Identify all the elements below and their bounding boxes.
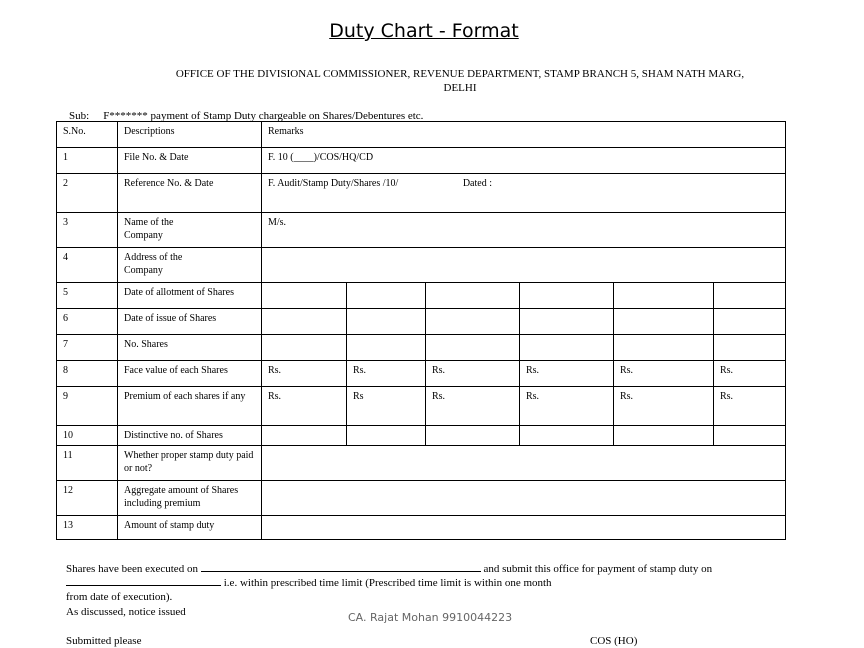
row-description: No. Shares bbox=[118, 335, 262, 361]
table-row bbox=[57, 426, 786, 446]
table-row bbox=[57, 174, 786, 213]
footer-line-4: As discussed, notice issued bbox=[66, 606, 186, 618]
row-description: Date of issue of Shares bbox=[118, 309, 262, 335]
value-cell bbox=[262, 335, 347, 361]
value-cell bbox=[520, 426, 614, 446]
value-cell: Rs. bbox=[426, 387, 520, 426]
row-sno: 9 bbox=[57, 387, 118, 426]
execution-date-blank bbox=[201, 571, 481, 572]
row-sno: 10 bbox=[57, 426, 118, 446]
value-cell bbox=[262, 283, 347, 309]
subject-label: Sub: bbox=[69, 110, 90, 122]
office-line-1: OFFICE OF THE DIVISIONAL COMMISSIONER, REVENUE DEPARTMENT, STAMP BRANCH 5, SHAM NATH MARG, bbox=[175, 68, 745, 80]
value-cell bbox=[614, 426, 714, 446]
row-description: File No. & Date bbox=[118, 148, 262, 174]
footer-line-2 bbox=[66, 577, 552, 589]
subject-text: F******* payment of Stamp Duty chargeable on Shares/Debentures etc. bbox=[103, 110, 424, 122]
time-limit-text: i.e. within prescribed time limit (Prescribed time limit is within one month bbox=[223, 577, 552, 589]
row-description: Reference No. & Date bbox=[118, 174, 262, 213]
table-row bbox=[57, 446, 786, 481]
row-sno: 4 bbox=[57, 248, 118, 283]
value-cell: Rs. bbox=[520, 387, 614, 426]
payment-date-blank bbox=[66, 585, 221, 586]
executed-on-label: Shares have been executed on bbox=[66, 563, 198, 575]
row-sno: 6 bbox=[57, 309, 118, 335]
page-title: Duty Chart - Format bbox=[329, 20, 519, 42]
row-description: Amount of stamp duty bbox=[118, 516, 262, 540]
value-cell bbox=[426, 335, 520, 361]
value-cell bbox=[426, 309, 520, 335]
value-cell bbox=[614, 309, 714, 335]
watermark-text: CA. Rajat Mohan 9910044223 bbox=[348, 611, 513, 624]
reference-file-text: F. Audit/Stamp Duty/Shares /10/ bbox=[268, 178, 399, 189]
row-remark: M/s. bbox=[262, 213, 786, 248]
table-row bbox=[57, 481, 786, 516]
row-remark bbox=[262, 516, 786, 540]
table-header-row bbox=[57, 122, 786, 148]
value-cell: Rs. bbox=[614, 387, 714, 426]
table-row bbox=[57, 148, 786, 174]
value-cell: Rs. bbox=[262, 387, 347, 426]
value-cell bbox=[714, 335, 786, 361]
row-description: Face value of each Shares bbox=[118, 361, 262, 387]
table-row bbox=[57, 387, 786, 426]
value-cell: Rs. bbox=[714, 361, 786, 387]
row-description: Distinctive no. of Shares bbox=[118, 426, 262, 446]
row-sno: 13 bbox=[57, 516, 118, 540]
value-cell bbox=[520, 309, 614, 335]
row-remark bbox=[262, 248, 786, 283]
value-cell: Rs. bbox=[520, 361, 614, 387]
row-remark: F. 10 (____)/COS/HQ/CD bbox=[262, 148, 786, 174]
cos-ho-signature: COS (HO) bbox=[590, 635, 638, 647]
value-cell: Rs. bbox=[347, 361, 426, 387]
table-row bbox=[57, 361, 786, 387]
footer-line-3: from date of execution). bbox=[66, 591, 173, 603]
value-cell bbox=[262, 309, 347, 335]
row-sno: 5 bbox=[57, 283, 118, 309]
duty-chart-table bbox=[56, 121, 786, 540]
value-cell bbox=[347, 426, 426, 446]
row-description: Premium of each shares if any bbox=[118, 387, 262, 426]
value-cell bbox=[520, 335, 614, 361]
office-line-2: DELHI bbox=[443, 82, 477, 94]
value-cell bbox=[614, 335, 714, 361]
row-description: Whether proper stamp duty paid or not? bbox=[118, 446, 262, 481]
submit-text: and submit this office for payment of stamp duty on bbox=[483, 563, 713, 575]
value-cell bbox=[714, 309, 786, 335]
table-row bbox=[57, 516, 786, 540]
value-cell bbox=[614, 283, 714, 309]
row-sno: 1 bbox=[57, 148, 118, 174]
footer-line-1 bbox=[66, 563, 712, 575]
row-description: Aggregate amount of Shares including premium bbox=[118, 481, 262, 516]
value-cell bbox=[347, 309, 426, 335]
value-cell bbox=[262, 426, 347, 446]
row-sno: 2 bbox=[57, 174, 118, 213]
value-cell: Rs. bbox=[426, 361, 520, 387]
value-cell bbox=[714, 283, 786, 309]
value-cell: Rs. bbox=[262, 361, 347, 387]
value-cell bbox=[426, 426, 520, 446]
row-sno: 8 bbox=[57, 361, 118, 387]
header-descriptions: Descriptions bbox=[118, 122, 262, 148]
row-description: Address of the Company bbox=[118, 248, 262, 283]
row-remark bbox=[262, 174, 786, 213]
value-cell: Rs bbox=[347, 387, 426, 426]
value-cell: Rs. bbox=[714, 387, 786, 426]
header-sno: S.No. bbox=[57, 122, 118, 148]
row-description: Name of the Company bbox=[118, 213, 262, 248]
submitted-please: Submitted please bbox=[66, 635, 142, 647]
table-row bbox=[57, 283, 786, 309]
value-cell bbox=[714, 426, 786, 446]
value-cell bbox=[426, 283, 520, 309]
table-row bbox=[57, 213, 786, 248]
row-remark bbox=[262, 446, 786, 481]
row-sno: 12 bbox=[57, 481, 118, 516]
dated-label: Dated : bbox=[462, 178, 492, 189]
value-cell bbox=[347, 283, 426, 309]
table-row bbox=[57, 309, 786, 335]
value-cell: Rs. bbox=[614, 361, 714, 387]
header-remarks: Remarks bbox=[262, 122, 786, 148]
value-cell bbox=[520, 283, 614, 309]
table-row bbox=[57, 248, 786, 283]
row-remark bbox=[262, 481, 786, 516]
row-sno: 3 bbox=[57, 213, 118, 248]
row-sno: 7 bbox=[57, 335, 118, 361]
row-sno: 11 bbox=[57, 446, 118, 481]
table-row bbox=[57, 335, 786, 361]
value-cell bbox=[347, 335, 426, 361]
row-description: Date of allotment of Shares bbox=[118, 283, 262, 309]
office-address bbox=[140, 67, 780, 95]
